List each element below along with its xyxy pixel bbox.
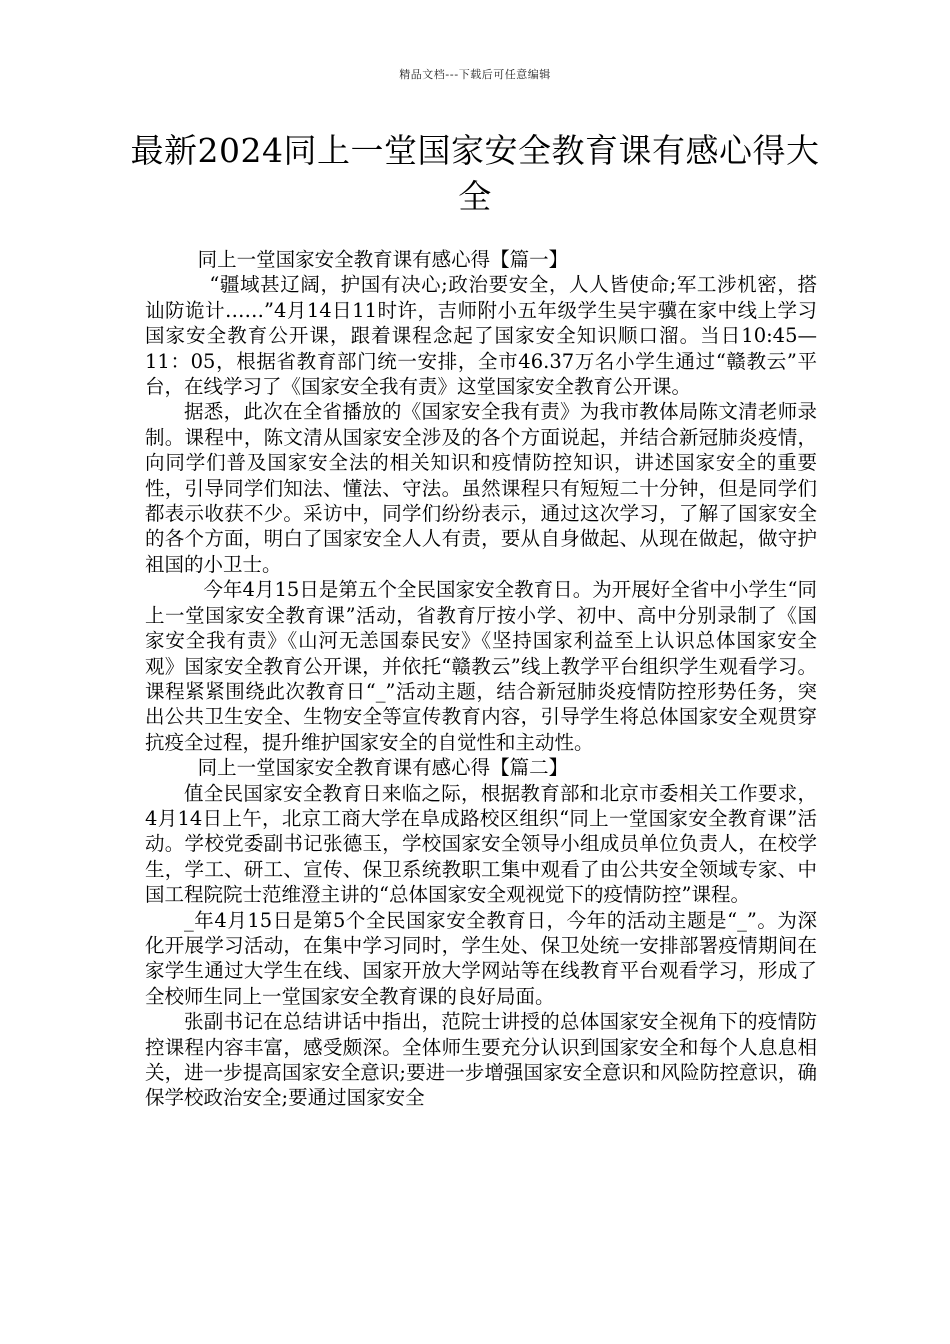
body-paragraph: 张副书记在总结讲话中指出，范院士讲授的总体国家安全视角下的疫情防控课程内容丰富，感受颇深。全体师生要充分认识到国家安全和每个人息息相关，进一步提高国家安全意识;要进一步增强国家安全意识和风险防控意识，确保学校政治安全;要通过国家安全 <box>145 1010 817 1110</box>
body-paragraph: _年4月15日是第5个全民国家安全教育日，今年的活动主题是“_”。为深化开展学习活动，在集中学习同时，学生处、保卫处统一安排部署疫情期间在家学生通过大学生在线、国家开放大学网站等在线教育平台观看学习，形成了全校师生同上一堂国家安全教育课的良好局面。 <box>145 908 817 1008</box>
document-title: 最新2024同上一堂国家安全教育课有感心得大全 <box>130 131 820 216</box>
section-heading: 同上一堂国家安全教育课有感心得【篇一】 <box>197 248 569 271</box>
document-body <box>145 247 817 1111</box>
body-paragraph: “疆域甚辽阔，护国有决心;政治要安全，人人皆使命;军工涉机密，搭讪防诡计……”4月14日11时许，吉师附小五年级学生吴宇骥在家中线上学习国家安全教育公开课，跟着课程念起了国家安全知识顺口溜。当日10:45—11：05，根据省教育部门统一安排，全市46.37万名小学生通过“赣教云”平台，在线学习了《国家安全我有责》这堂国家安全教育公开课。 <box>145 273 817 399</box>
body-paragraph: 据悉，此次在全省播放的《国家安全我有责》为我市教体局陈文清老师录制。课程中，陈文清从国家安全涉及的各个方面说起，并结合新冠肺炎疫情，向同学们普及国家安全法的相关知识和疫情防控知识，讲述国家安全的重要性，引导同学们知法、懂法、守法。虽然课程只有短短二十分钟，但是同学们都表示收获不少。采访中，同学们纷纷表示，通过这次学习，了解了国家安全的各个方面，明白了国家安全人人有责，要从自身做起、从现在做起，做守护祖国的小卫士。 <box>145 400 817 576</box>
section-heading: 同上一堂国家安全教育课有感心得【篇二】 <box>197 756 569 780</box>
header-note: 精品文档---下载后可任意编辑 <box>399 68 551 81</box>
body-paragraph: 今年4月15日是第五个全民国家安全教育日。为开展好全省中小学生“同上一堂国家安全教育课”活动，省教育厅按小学、初中、高中分别录制了《国家安全我有责》《山河无恙国泰民安》《坚持国家利益至上认识总体国家安全观》国家安全教育公开课，并依托“赣教云”线上教学平台组织学生观看学习。课程紧紧围绕此次教育日“_”活动主题，结合新冠肺炎疫情防控形势任务，突出公共卫生安全、生物安全等宣传教育内容，引导学生将总体国家安全观贯穿抗疫全过程，提升维护国家安全的自觉性和主动性。 <box>145 578 817 754</box>
body-paragraph: 值全民国家安全教育日来临之际，根据教育部和北京市委相关工作要求，4月14日上午，北京工商大学在阜成路校区组织“同上一堂国家安全教育课”活动。学校党委副书记张德玉，学校国家安全领导小组成员单位负责人，在校学生，学工、研工、宣传、保卫系统教职工集中观看了由公共安全领域专家、中国工程院院士范维澄主讲的“总体国家安全观视觉下的疫情防控”课程。 <box>145 781 817 907</box>
